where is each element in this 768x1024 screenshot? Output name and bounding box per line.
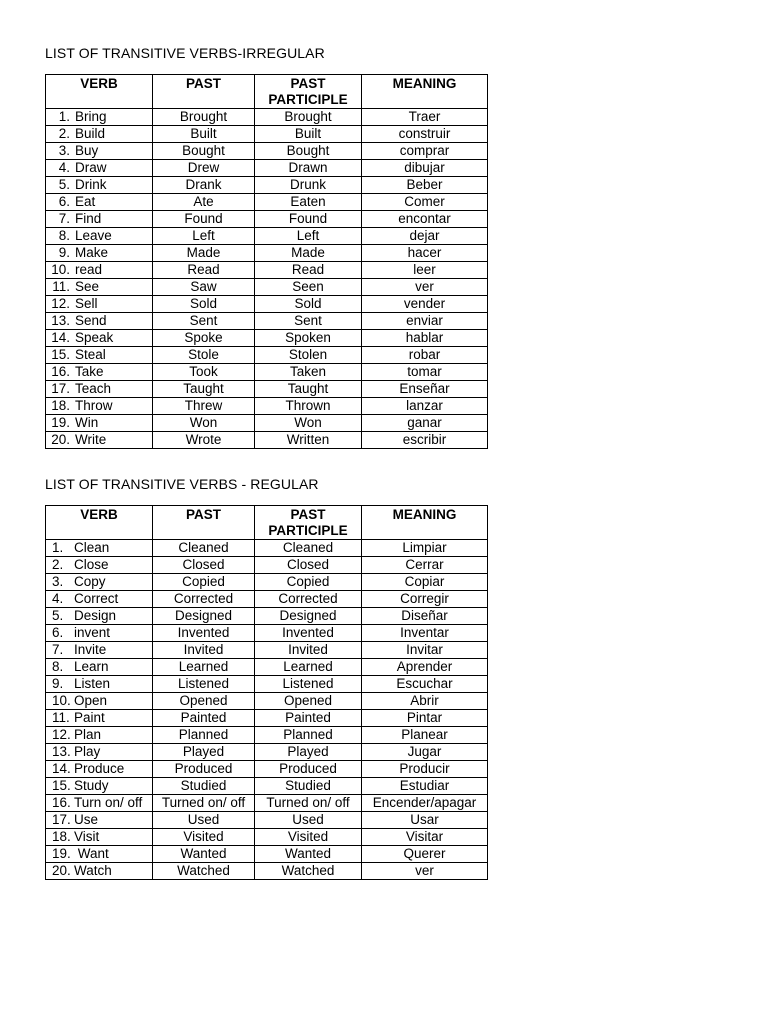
past-participle-cell: Thrown	[255, 398, 362, 415]
verb-cell	[46, 846, 153, 863]
verb-text: Throw	[75, 398, 113, 413]
verb-cell	[46, 863, 153, 880]
past-cell: Invented	[153, 625, 255, 642]
verb-text: Close	[74, 557, 109, 572]
table-header-row	[46, 506, 488, 540]
past-participle-cell: Played	[255, 744, 362, 761]
meaning-cell: Querer	[362, 846, 488, 863]
table-row	[46, 795, 488, 812]
verb-text: Design	[74, 608, 117, 623]
row-number: 1.	[58, 109, 70, 124]
past-cell: Opened	[153, 693, 255, 710]
verb-text: Buy	[75, 143, 99, 158]
verb-cell	[46, 109, 153, 126]
past-cell: Studied	[153, 778, 255, 795]
past-cell: Visited	[153, 829, 255, 846]
past-cell: Drew	[153, 160, 255, 177]
past-participle-cell: Spoken	[255, 330, 362, 347]
past-participle-cell: Drunk	[255, 177, 362, 194]
meaning-cell: construir	[362, 126, 488, 143]
past-participle-cell: Built	[255, 126, 362, 143]
table-row	[46, 744, 488, 761]
row-number: 10.	[52, 693, 71, 708]
verb-text: Turn on/ off	[74, 795, 143, 810]
past-cell: Saw	[153, 279, 255, 296]
verb-cell	[46, 177, 153, 194]
meaning-cell: Traer	[362, 109, 488, 126]
past-cell: Designed	[153, 608, 255, 625]
past-participle-cell: Sold	[255, 296, 362, 313]
meaning-cell: Abrir	[362, 693, 488, 710]
verb-cell	[46, 608, 153, 625]
verb-text: Find	[75, 211, 102, 226]
past-participle-cell: Corrected	[255, 591, 362, 608]
table-row	[46, 761, 488, 778]
meaning-cell: leer	[362, 262, 488, 279]
past-cell: Left	[153, 228, 255, 245]
verb-cell	[46, 795, 153, 812]
verb-text: Send	[75, 313, 107, 328]
table-row	[46, 109, 488, 126]
past-participle-cell: Won	[255, 415, 362, 432]
past-participle-cell: Read	[255, 262, 362, 279]
verb-text: Win	[75, 415, 99, 430]
meaning-cell: Inventar	[362, 625, 488, 642]
verb-text: Learn	[74, 659, 109, 674]
verb-cell	[46, 557, 153, 574]
past-participle-cell: Taught	[255, 381, 362, 398]
past-cell: Found	[153, 211, 255, 228]
row-number: 2.	[58, 126, 70, 141]
past-participle-cell: Copied	[255, 574, 362, 591]
row-number: 15.	[52, 778, 71, 793]
past-participle-cell: Opened	[255, 693, 362, 710]
past-participle-cell: Used	[255, 812, 362, 829]
row-number: 5.	[58, 177, 70, 192]
verb-cell	[46, 296, 153, 313]
meaning-cell: ver	[362, 863, 488, 880]
past-participle-cell: Found	[255, 211, 362, 228]
verb-text: Sell	[75, 296, 98, 311]
verb-cell	[46, 625, 153, 642]
verb-cell	[46, 744, 153, 761]
meaning-cell: tomar	[362, 364, 488, 381]
verb-cell	[46, 143, 153, 160]
table-row	[46, 262, 488, 279]
past-cell: Planned	[153, 727, 255, 744]
row-number: 10.	[51, 262, 70, 277]
verb-cell	[46, 591, 153, 608]
verb-text: Watch	[74, 863, 112, 878]
meaning-cell: Comer	[362, 194, 488, 211]
meaning-cell: Copiar	[362, 574, 488, 591]
past-cell: Read	[153, 262, 255, 279]
row-number: 13.	[51, 313, 70, 328]
past-cell: Won	[153, 415, 255, 432]
past-cell: Made	[153, 245, 255, 262]
past-cell: Stole	[153, 347, 255, 364]
past-cell: Turned on/ off	[153, 795, 255, 812]
meaning-cell: ganar	[362, 415, 488, 432]
verb-text: Steal	[75, 347, 106, 362]
table-header-row	[46, 75, 488, 109]
table-row	[46, 126, 488, 143]
meaning-cell: Beber	[362, 177, 488, 194]
verb-text: Write	[75, 432, 107, 447]
verb-text: Study	[74, 778, 109, 793]
past-participle-cell: Studied	[255, 778, 362, 795]
table-row	[46, 211, 488, 228]
past-participle-cell: Brought	[255, 109, 362, 126]
table-row	[46, 228, 488, 245]
irregular-verbs-title: LIST OF TRANSITIVE VERBS-IRREGULAR	[45, 45, 325, 61]
verb-text: read	[75, 262, 103, 277]
row-number: 9.	[52, 676, 64, 691]
table-row	[46, 194, 488, 211]
meaning-cell: Planear	[362, 727, 488, 744]
verb-text: Listen	[74, 676, 111, 691]
past-participle-cell: Designed	[255, 608, 362, 625]
row-number: 7.	[58, 211, 70, 226]
row-number: 19.	[51, 415, 70, 430]
past-cell: Painted	[153, 710, 255, 727]
past-participle-cell: Written	[255, 432, 362, 449]
table-row	[46, 347, 488, 364]
meaning-cell: Cerrar	[362, 557, 488, 574]
verb-text: Correct	[74, 591, 119, 606]
meaning-cell: Enseñar	[362, 381, 488, 398]
verb-text: Play	[74, 744, 101, 759]
verb-cell	[46, 245, 153, 262]
past-participle-cell: Drawn	[255, 160, 362, 177]
verb-text: Draw	[75, 160, 107, 175]
verb-cell	[46, 693, 153, 710]
verb-cell	[46, 676, 153, 693]
table-row	[46, 659, 488, 676]
verb-text: Eat	[75, 194, 96, 209]
past-participle-cell: Left	[255, 228, 362, 245]
past-cell: Played	[153, 744, 255, 761]
row-number: 12.	[51, 296, 70, 311]
meaning-cell: vender	[362, 296, 488, 313]
table-row	[46, 398, 488, 415]
meaning-cell: Producir	[362, 761, 488, 778]
row-number: 16.	[52, 795, 71, 810]
meaning-cell: Diseñar	[362, 608, 488, 625]
table-row	[46, 245, 488, 262]
meaning-cell: Pintar	[362, 710, 488, 727]
past-cell: Bought	[153, 143, 255, 160]
past-cell: Invited	[153, 642, 255, 659]
verb-cell	[46, 812, 153, 829]
past-participle-cell: Painted	[255, 710, 362, 727]
past-participle-cell: Visited	[255, 829, 362, 846]
past-cell: Closed	[153, 557, 255, 574]
verb-cell	[46, 778, 153, 795]
past-cell: Sold	[153, 296, 255, 313]
row-number: 3.	[58, 143, 70, 158]
table-row	[46, 177, 488, 194]
row-number: 5.	[52, 608, 64, 623]
row-number: 14.	[51, 330, 70, 345]
past-cell: Threw	[153, 398, 255, 415]
verb-cell	[46, 313, 153, 330]
meaning-cell: comprar	[362, 143, 488, 160]
table-row	[46, 863, 488, 880]
row-number: 12.	[52, 727, 71, 742]
past-participle-cell: Watched	[255, 863, 362, 880]
row-number: 20.	[51, 432, 70, 447]
verb-text: Produce	[74, 761, 125, 776]
verb-cell	[46, 381, 153, 398]
row-number: 15.	[51, 347, 70, 362]
past-cell: Taught	[153, 381, 255, 398]
header-meaning: MEANING	[362, 506, 488, 540]
header-verb: VERB	[46, 75, 153, 109]
past-cell: Corrected	[153, 591, 255, 608]
header-past-participle: PAST PARTICIPLE	[255, 506, 362, 540]
past-cell: Produced	[153, 761, 255, 778]
table-row	[46, 778, 488, 795]
table-row	[46, 812, 488, 829]
header-past: PAST	[153, 75, 255, 109]
table-row	[46, 432, 488, 449]
verb-cell	[46, 574, 153, 591]
verb-cell	[46, 540, 153, 557]
verb-text: Clean	[74, 540, 110, 555]
verb-cell	[46, 126, 153, 143]
verb-text: Make	[75, 245, 109, 260]
past-participle-cell: Cleaned	[255, 540, 362, 557]
verb-text: Teach	[75, 381, 112, 396]
table-row	[46, 279, 488, 296]
meaning-cell: Corregir	[362, 591, 488, 608]
row-number: 13.	[52, 744, 71, 759]
verb-text: See	[75, 279, 100, 294]
table-row	[46, 415, 488, 432]
table-row	[46, 608, 488, 625]
past-cell: Sent	[153, 313, 255, 330]
row-number: 20.	[52, 863, 71, 878]
meaning-cell: Encender/apagar	[362, 795, 488, 812]
meaning-cell: ver	[362, 279, 488, 296]
past-participle-cell: Seen	[255, 279, 362, 296]
row-number: 2.	[52, 557, 64, 572]
verb-cell	[46, 347, 153, 364]
regular-verbs-title: LIST OF TRANSITIVE VERBS - REGULAR	[45, 476, 319, 492]
verb-text: Visit	[74, 829, 100, 844]
verb-text: Open	[74, 693, 108, 708]
row-number: 6.	[58, 194, 70, 209]
past-cell: Drank	[153, 177, 255, 194]
past-cell: Listened	[153, 676, 255, 693]
header-verb: VERB	[46, 506, 153, 540]
past-participle-cell: Planned	[255, 727, 362, 744]
header-meaning: MEANING	[362, 75, 488, 109]
verb-cell	[46, 432, 153, 449]
verb-text: Invite	[74, 642, 107, 657]
past-participle-cell: Turned on/ off	[255, 795, 362, 812]
row-number: 8.	[52, 659, 64, 674]
verb-text: Copy	[74, 574, 106, 589]
past-participle-cell: Learned	[255, 659, 362, 676]
row-number: 16.	[51, 364, 70, 379]
past-participle-cell: Listened	[255, 676, 362, 693]
table-row	[46, 574, 488, 591]
past-participle-cell: Invented	[255, 625, 362, 642]
table-row	[46, 364, 488, 381]
row-number: 17.	[51, 381, 70, 396]
table-row	[46, 829, 488, 846]
meaning-cell: lanzar	[362, 398, 488, 415]
past-cell: Learned	[153, 659, 255, 676]
verb-cell	[46, 228, 153, 245]
past-cell: Spoke	[153, 330, 255, 347]
verb-cell	[46, 659, 153, 676]
header-past-participle: PAST PARTICIPLE	[255, 75, 362, 109]
past-cell: Took	[153, 364, 255, 381]
verb-text: Drink	[75, 177, 107, 192]
verb-cell	[46, 415, 153, 432]
row-number: 7.	[52, 642, 64, 657]
row-number: 4.	[58, 160, 70, 175]
table-row	[46, 540, 488, 557]
meaning-cell: Jugar	[362, 744, 488, 761]
row-number: 1.	[52, 540, 64, 555]
past-participle-cell: Taken	[255, 364, 362, 381]
verb-cell	[46, 710, 153, 727]
verb-text: Want	[74, 846, 109, 861]
row-number: 18.	[51, 398, 70, 413]
row-number: 11.	[52, 279, 70, 294]
table-row	[46, 330, 488, 347]
row-number: 9.	[58, 245, 70, 260]
past-participle-cell: Closed	[255, 557, 362, 574]
meaning-cell: Invitar	[362, 642, 488, 659]
table-row	[46, 642, 488, 659]
table-row	[46, 846, 488, 863]
verb-cell	[46, 829, 153, 846]
verb-cell	[46, 160, 153, 177]
row-number: 3.	[52, 574, 64, 589]
row-number: 14.	[52, 761, 71, 776]
verb-cell	[46, 727, 153, 744]
past-cell: Wrote	[153, 432, 255, 449]
meaning-cell: Aprender	[362, 659, 488, 676]
row-number: 8.	[58, 228, 70, 243]
verb-cell	[46, 642, 153, 659]
past-participle-cell: Bought	[255, 143, 362, 160]
verb-text: Plan	[74, 727, 102, 742]
row-number: 11.	[52, 710, 70, 725]
verb-cell	[46, 398, 153, 415]
verb-cell	[46, 211, 153, 228]
header-past: PAST	[153, 506, 255, 540]
verb-cell	[46, 761, 153, 778]
row-number: 19.	[52, 846, 71, 861]
past-participle-cell: Sent	[255, 313, 362, 330]
verb-cell	[46, 364, 153, 381]
verb-text: Build	[75, 126, 106, 141]
verb-text: Use	[74, 812, 99, 827]
verb-text: invent	[74, 625, 111, 640]
row-number: 18.	[52, 829, 71, 844]
past-participle-cell: Invited	[255, 642, 362, 659]
past-participle-cell: Stolen	[255, 347, 362, 364]
past-cell: Ate	[153, 194, 255, 211]
table-row	[46, 381, 488, 398]
table-row	[46, 160, 488, 177]
meaning-cell: dejar	[362, 228, 488, 245]
meaning-cell: Estudiar	[362, 778, 488, 795]
meaning-cell: Escuchar	[362, 676, 488, 693]
meaning-cell: dibujar	[362, 160, 488, 177]
table-row	[46, 676, 488, 693]
table-row	[46, 693, 488, 710]
meaning-cell: hablar	[362, 330, 488, 347]
verb-text: Paint	[74, 710, 105, 725]
table-row	[46, 143, 488, 160]
past-cell: Built	[153, 126, 255, 143]
table-row	[46, 557, 488, 574]
table-row	[46, 591, 488, 608]
past-participle-cell: Produced	[255, 761, 362, 778]
table-row	[46, 296, 488, 313]
past-participle-cell: Made	[255, 245, 362, 262]
past-cell: Cleaned	[153, 540, 255, 557]
verb-text: Bring	[75, 109, 107, 124]
row-number: 4.	[52, 591, 64, 606]
past-participle-cell: Eaten	[255, 194, 362, 211]
verb-text: Leave	[75, 228, 112, 243]
regular-verbs-table	[45, 505, 488, 880]
past-cell: Watched	[153, 863, 255, 880]
meaning-cell: hacer	[362, 245, 488, 262]
table-row	[46, 625, 488, 642]
verb-text: Take	[75, 364, 104, 379]
meaning-cell: Usar	[362, 812, 488, 829]
meaning-cell: escribir	[362, 432, 488, 449]
past-cell: Brought	[153, 109, 255, 126]
table-row	[46, 727, 488, 744]
irregular-verbs-table	[45, 74, 488, 449]
verb-cell	[46, 194, 153, 211]
table-row	[46, 710, 488, 727]
verb-cell	[46, 330, 153, 347]
past-cell: Used	[153, 812, 255, 829]
meaning-cell: enviar	[362, 313, 488, 330]
verb-cell	[46, 279, 153, 296]
meaning-cell: Visitar	[362, 829, 488, 846]
table-row	[46, 313, 488, 330]
meaning-cell: Limpiar	[362, 540, 488, 557]
meaning-cell: robar	[362, 347, 488, 364]
past-participle-cell: Wanted	[255, 846, 362, 863]
verb-text: Speak	[75, 330, 114, 345]
past-cell: Wanted	[153, 846, 255, 863]
row-number: 6.	[52, 625, 64, 640]
meaning-cell: encontar	[362, 211, 488, 228]
verb-cell	[46, 262, 153, 279]
past-cell: Copied	[153, 574, 255, 591]
row-number: 17.	[52, 812, 71, 827]
